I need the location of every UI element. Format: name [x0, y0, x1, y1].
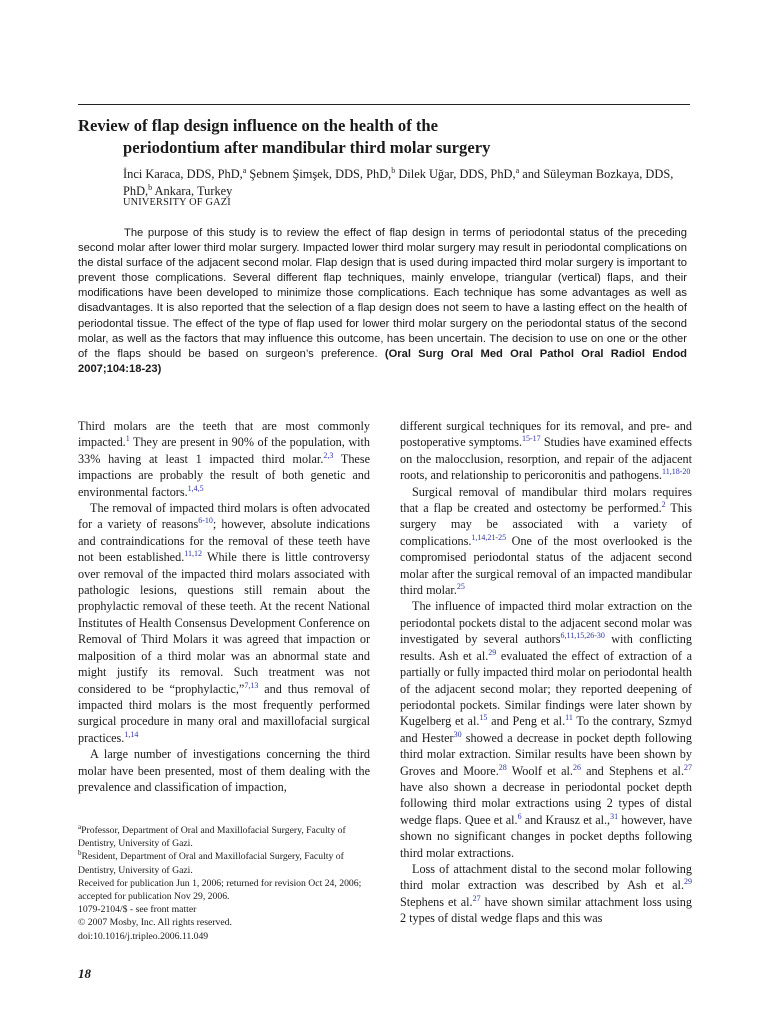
author-affiliation-marker: a: [242, 165, 247, 175]
author-name: Süleyman Bozkaya, DDS, PhD,: [123, 167, 674, 198]
abstract: [78, 226, 687, 377]
body-text: One of the most overlooked is the compromised periodontal status of the adjacent second molar after the surgical removal of an impacted mandibular third molar.: [400, 533, 692, 598]
page-number: 18: [78, 966, 91, 981]
reference-citation[interactable]: 15-17: [522, 434, 541, 444]
reference-citation[interactable]: 6,11,15,26-30: [560, 631, 605, 641]
copyright-line: © 2007 Mosby, Inc. All rights reserved.: [78, 917, 232, 929]
body-text: have shown similar attachment loss using 2 types of distal wedge flaps and this was: [400, 894, 692, 926]
author-affiliation-marker: b: [391, 165, 396, 175]
reference-citation[interactable]: 31: [610, 811, 619, 821]
reference-citation[interactable]: 11,12: [184, 549, 202, 559]
reference-citation[interactable]: 15: [479, 713, 488, 723]
article-title: [78, 115, 690, 159]
right-column: [400, 418, 692, 927]
body-text: and thus removal of impacted third molars is the most frequently performed surgical procedure in many oral and maxillofacial surgical practices.: [78, 681, 370, 745]
received-dates: Received for publication Jun 1, 2006; returned for revision Oct 24, 2006; accepted for publication Nov 29, 2006.: [78, 877, 362, 903]
reference-citation[interactable]: 30: [453, 729, 462, 739]
body-text: Surgical removal of mandibular third molars requires that a flap be created and ostectomy be performed.: [400, 484, 692, 516]
body-text: Stephens et al.: [400, 894, 473, 909]
reference-citation[interactable]: 28: [498, 762, 507, 772]
body-text: Third molars are the teeth that are most commonly impacted.: [78, 419, 370, 450]
footnote-b-text: Resident, Department of Oral and Maxillofacial Surgery, Faculty of Dentistry, University of Gazi.: [78, 851, 344, 876]
body-text: The removal of impacted third molars is often advocated for a variety of reasons: [78, 501, 370, 532]
reference-citation[interactable]: 2,3: [323, 450, 334, 460]
author-name: İnci Karaca, DDS, PhD,: [123, 167, 243, 181]
body-text: and Peng et al.: [487, 714, 566, 729]
abstract-paragraph: [78, 226, 687, 377]
issn-line: 1079-2104/$ - see front matter: [78, 904, 197, 916]
author-separator: and: [519, 167, 544, 181]
author-name: Şebnem Şimşek, DDS, PhD,: [249, 167, 392, 181]
reference-citation[interactable]: 27: [472, 893, 481, 903]
body-text: While there is little controversy over removal of the impacted third molars associated with pathologic lesions, questions still remain about the prophylactic removal of these teeth. At the recent National Institutes of Health Consensus Development Conference on Removal of Third Molars it was agreed that impaction or malposition of a third molar was an abnormal state and might justify its removal. Such treatment was not considered to be “prophylactic,”: [78, 550, 371, 696]
body-text: Studies have examined effects on the malocclusion, resorption, and repair of the adjacent roots, and relationship to pericoronitis and pathogens.: [400, 435, 692, 483]
reference-citation[interactable]: 2: [661, 499, 666, 509]
body-text: have also shown a decrease in periodontal pocket depth following third molar extractions using 2 types of distal wedge flaps. Quee et al.: [400, 779, 692, 827]
body-text: A large number of investigations concerning the third molar have been presented, most of them dealing with the prevalence and classification of impaction,: [78, 747, 370, 794]
reference-citation[interactable]: 27: [684, 762, 692, 772]
body-paragraph: [78, 418, 370, 500]
reference-citation[interactable]: 29: [488, 647, 497, 657]
footnote-a: [78, 824, 378, 850]
footnotes: [78, 824, 378, 943]
body-paragraph: [78, 500, 370, 746]
author-affiliation-marker: a: [515, 165, 520, 175]
reference-citation[interactable]: 11: [565, 713, 573, 723]
body-text: and Krausz et al.,: [521, 812, 611, 827]
reference-citation[interactable]: 29: [684, 877, 692, 887]
body-text: Woolf et al.: [506, 763, 573, 778]
author-separator: Ankara, Turkey: [152, 183, 233, 198]
footnote-b-marker: b: [78, 849, 82, 858]
body-paragraph: [78, 746, 370, 795]
body-paragraph: [400, 418, 692, 484]
body-text: Loss of attachment distal to the second molar following third molar extraction was described by Ash et al.: [400, 861, 692, 893]
body-text: ; however, absolute indications and contraindications for the removal of these teeth have not been established.: [78, 517, 370, 565]
reference-citation[interactable]: 6: [517, 811, 522, 821]
footnote-a-text: Professor, Department of Oral and Maxillofacial Surgery, Faculty of Dentistry, University of Gazi.: [78, 825, 346, 850]
body-paragraph: [400, 861, 692, 927]
doi-line: doi:10.1016/j.tripleo.2006.11.049: [78, 930, 209, 942]
author-affiliation-marker: b: [148, 182, 153, 192]
body-paragraph: [400, 484, 692, 599]
body-text: These impactions are probably the result of both genetic and environmental factors.: [78, 451, 370, 499]
reference-citation[interactable]: 1,4,5: [187, 483, 204, 493]
reference-citation[interactable]: 6-10: [198, 516, 213, 526]
body-text: with conflicting results. Ash et al.: [400, 632, 692, 663]
abstract-text: The purpose of this study is to review the effect of flap design in terms of periodontal status of the preceding second molar after lower third molar surgery. Impacted lower third molar surgery may result in periodontal complications on the distal surface of the adjacent second molar. Flap design that is used during impacted third molar surgery is important to prevent those complications. Several different flap techniques, mainly envelope, triangular (vertical) flaps, and their modifications have been developed to minimize those complications. Each technique has some advantages as well as disadvantages. It is also reported that the selection of a flap design does not seem to have a lasting effect on the health of periodontal tissue. The effect of the type of flap used for lower third molar surgery on the periodontal status of the second molar, as well as the factors that may influence this outcome, has been uncertain. The decision to use on one or the other of the flaps should be based on surgeon’s preference.: [78, 227, 687, 360]
reference-citation[interactable]: 11,18-20: [661, 467, 691, 477]
body-paragraph: [400, 598, 692, 861]
reference-citation[interactable]: 7,13: [244, 680, 259, 690]
header-rule: [78, 104, 690, 105]
body-text: They are present in 90% of the population, with 33% having at least 1 impacted third molar.: [78, 435, 370, 466]
left-column: [78, 418, 370, 795]
journal-citation: (Oral Surg Oral Med Oral Pathol Oral Radiol Endod 2007;104:18-23): [78, 347, 687, 375]
body-text: showed a decrease in pocket depth following third molar extraction. Similar results have been shown by Groves and Moore.: [400, 730, 692, 778]
body-text: The influence of impacted third molar extraction on the periodontal pockets distal to the adjacent second molar was investigated by several authors: [400, 599, 692, 647]
body-text: This surgery may be associated with a variety of complications.: [400, 501, 693, 548]
reference-citation[interactable]: 25: [456, 582, 465, 591]
body-text: evaluated the effect of extraction of a partially or fully impacted third molar on periodontal health of the adjacent second molar; they reported deepening of periodontal pockets. Similar findings were later shown by Kugelberg et al.: [400, 648, 692, 729]
institution: UNIVERSITY OF GAZI: [123, 197, 231, 208]
title-line-2: periodontium after mandibular third molar surgery: [123, 138, 491, 157]
body-text: and Stephens et al.: [580, 763, 684, 778]
body-text: different surgical techniques for its removal, and pre- and postoperative symptoms.: [400, 419, 692, 450]
reference-citation[interactable]: 26: [572, 762, 581, 772]
title-line-1: Review of flap design influence on the health of the: [78, 116, 438, 135]
footnote-b: [78, 850, 378, 876]
body-text: To the contrary, Szmyd and Hester: [400, 714, 692, 745]
reference-citation[interactable]: 1: [125, 434, 130, 444]
reference-citation[interactable]: 1,14: [124, 729, 139, 739]
reference-citation[interactable]: 1,14,21-25: [471, 532, 507, 542]
body-text: however, have shown no significant changes in pocket depths following third molar extractions.: [400, 812, 692, 860]
footnote-a-marker: a: [78, 822, 82, 831]
author-name: Dilek Uğar, DDS, PhD,: [398, 167, 516, 181]
author-list: [123, 166, 683, 199]
